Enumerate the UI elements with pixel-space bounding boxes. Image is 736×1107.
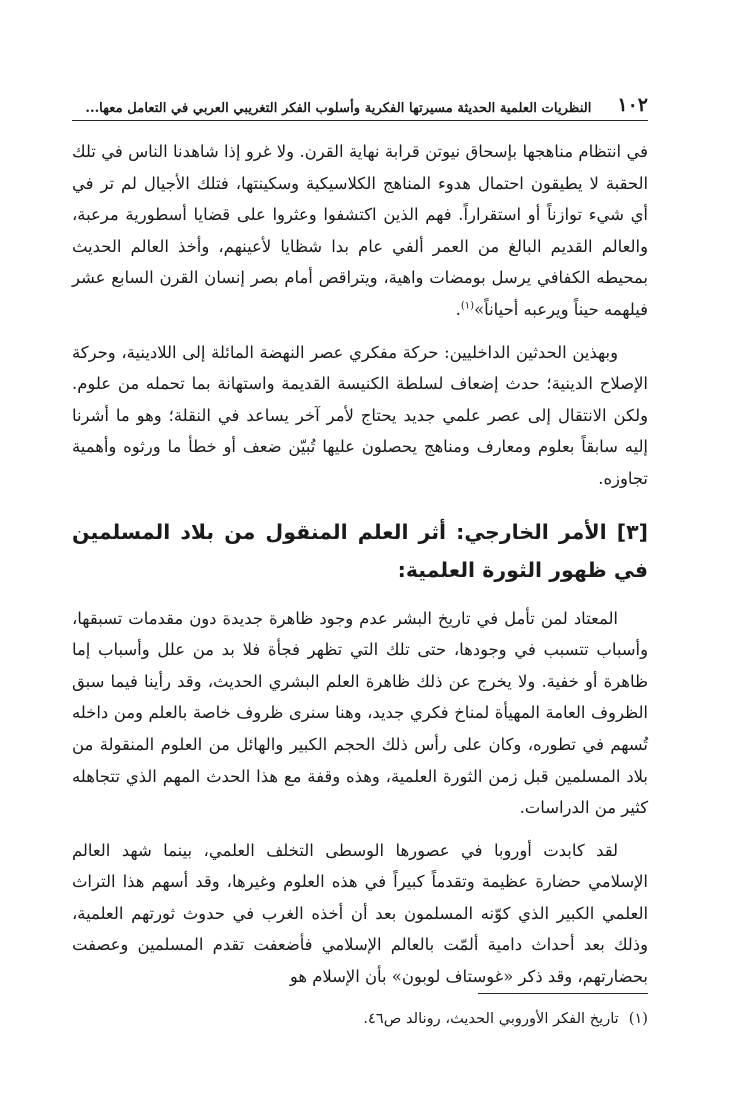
footnote-text: تاريخ الفكر الأوروبي الحديث، رونالد ص٤٦. — [363, 1010, 619, 1027]
paragraph-1-text: في انتظام مناهجها بإسحاق نيوتن قرابة نهاية القرن. ولا غرو إذا شاهدنا الناس في تلك الحقبة لا يطيقون احتمال هدوء المناهج الكلاسيكية وسكينتها، فتلك الأجيال لم تر في أي شيء توازناً أو استقراراً. فهم الذين اكتشفوا وعثروا على قضايا أسطورية مرعبة، والعالم القديم البالغ من العمر ألفي عام بدا شظايا لأعينهم، وأخذ العالم الحديث بمحيطه الكفافي يرسل بومضات واهية، ويتراقص أمام بصر إنسان القرن السابع عشر فيلهمه حيناً ويرعبه أحياناً» — [72, 142, 648, 319]
section-heading: [٣] الأمر الخارجي: أثر العلم المنقول من بلاد المسلمين في ظهور الثورة العلمية: — [72, 519, 648, 582]
running-header-title: النظريات العلمية الحديثة مسيرتها الفكرية وأسلوب الفكر التغريبي العربي في التعامل معها... — [85, 101, 592, 116]
paragraph-1 — [72, 136, 648, 326]
page-number: ١٠٢ — [617, 94, 648, 116]
footnote-reference: (١) — [460, 300, 475, 312]
running-header — [72, 86, 648, 121]
footnote — [72, 1008, 648, 1030]
book-page — [72, 0, 648, 1107]
paragraph-2: وبهذين الحدثين الداخليين: حركة مفكري عصر النهضة المائلة إلى اللادينية، وحركة الإصلاح الدينية؛ حدث إضعاف لسلطة الكنيسة القديمة واستهانة بما تحمله من علوم. ولكن الانتقال إلى عصر علمي جديد يحتاج لأمر آخر يساعد في النقلة؛ وهو ما أشرنا إليه سابقاً بعلوم ومعارف ومناهج يحصلون عليها تُبيّن ضعف أو خطأ ما ورثوه وأهمية تجاوزه. — [72, 342, 648, 488]
body-text — [72, 136, 648, 993]
paragraph-1-end: . — [455, 299, 461, 319]
paragraph-4: لقد كابدت أوروبا في عصورها الوسطى التخلف العلمي، بينما شهد العالم الإسلامي حضارة عظيمة وتقدماً كبيراً في هذه العلوم وغيرها، وقد أسهم هذا التراث العلمي الكبير الذي كوّنه المسلمون بعد أن أخذه الغرب في حدوث ثورتهم العلمية، وذلك بعد أحداث دامية ألمّت بالعالم الإسلامي فأضعفت تقدم المسلمين وعصفت بحضارتهم، وقد ذكر «غوستاف لوبون» بأن الإسلام هو — [72, 840, 649, 987]
footnote-divider — [478, 993, 648, 994]
paragraph-3: المعتاد لمن تأمل في تاريخ البشر عدم وجود ظاهرة جديدة دون مقدمات تسبقها، وأسباب تتسبب في وجودها، حتى تلك التي تظهر فجأة فلا بد من علل وأسباب إما ظاهرة أو خفية. ولا يخرج عن ذلك ظاهرة العلم البشري الحديث، وقد رأينا فيما سبق الظروف العامة المهيأة لمناخ فكري جديد، وهنا سنرى ظروف خاصة بالعلم ومن داخله تُسهم في تطوره، وكان على رأس ذلك الحجم الكبير والهائل من العلوم المنقولة من بلاد المسلمين قبل زمن الثورة العلمية، وهذه وقفة مع هذا الحدث المهم الذي تتجاهله كثير من الدراسات. — [72, 608, 648, 818]
footnote-marker: (١) — [628, 1010, 648, 1027]
